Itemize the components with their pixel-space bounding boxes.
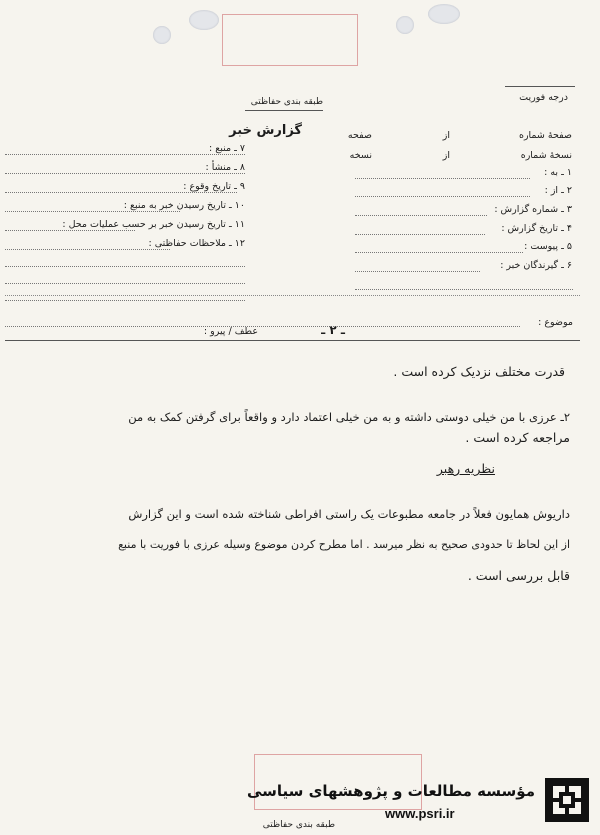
field-occurrence-date: ۹ ـ تاریخ وقوع :: [183, 181, 245, 192]
reference-line: [5, 340, 580, 341]
field-attachment: ۵ ـ پیوست :: [524, 241, 572, 252]
institute-name: مؤسسه مطالعات و پژوهشهای سیاسی: [246, 782, 535, 800]
field-line: [355, 252, 523, 253]
top-divider: [5, 295, 580, 296]
punch-hole: [396, 16, 414, 34]
field-line: [5, 211, 180, 212]
report-title: گزارش خبر: [229, 123, 302, 138]
field-security-notes: ۱۲ ـ ملاحظات حفاظتی :: [148, 238, 245, 249]
punch-hole: [153, 26, 171, 44]
field-to: ۱ ـ به :: [544, 167, 572, 178]
top-stamp: [222, 14, 358, 66]
subject-line: [5, 326, 520, 327]
classification-label: طبقه بندی حفاظتی: [250, 97, 323, 107]
urgency-label: درجه فوریت: [519, 92, 568, 103]
punch-hole: [428, 4, 460, 24]
of-label: از: [442, 150, 450, 161]
field-origin: ۸ ـ منشأ :: [205, 162, 245, 173]
website: www.psri.ir: [385, 806, 455, 821]
logo-icon: [545, 778, 589, 822]
institute-logo: [545, 778, 589, 822]
field-source: ۷ ـ منبع :: [208, 143, 245, 154]
field-report-number: ۳ ـ شماره گزارش :: [494, 204, 572, 215]
of-label: از: [442, 130, 450, 141]
field-line: [355, 289, 573, 290]
field-line: [355, 178, 530, 179]
field-line: [5, 154, 245, 155]
field-date-received-source: ۱۰ ـ تاریخ رسیدن خبر به منبع :: [123, 200, 245, 211]
body-line-3: مراجعه کرده است .: [465, 430, 570, 445]
field-line: [5, 249, 170, 250]
page-unit-label: صفحه: [347, 130, 372, 141]
field-line: [5, 173, 245, 174]
field-report-date: ۴ ـ تاریخ گزارش :: [501, 223, 572, 234]
field-recipients: ۶ ـ گیرندگان خبر :: [500, 260, 572, 271]
field-line: [5, 300, 245, 301]
body-line-2: ۲ـ عرزی با من خیلی دوستی داشته و به من خیلی اعتماد دارد و واقعاً برای گرفتن کمک به من: [128, 410, 570, 424]
page-marker: ـ ۲ ـ: [321, 323, 345, 337]
reference-label: عطف / پیرو :: [203, 326, 258, 337]
field-line: [5, 266, 245, 267]
classification-underline: [245, 110, 323, 111]
field-line: [355, 234, 485, 235]
copy-unit-label: نسخه: [349, 150, 372, 161]
field-line: [355, 196, 530, 197]
footer-classification-label: طبقه بندی حفاظتی: [262, 820, 335, 830]
page-number-label: صفحهٔ شماره: [518, 130, 572, 141]
body-line-4: داریوش همایون فعلاً در جامعه مطبوعات یک راستی افراطی شناخته شده است و این گزارش: [128, 507, 570, 521]
field-line: [5, 283, 245, 284]
field-from: ۲ ـ از :: [544, 185, 572, 196]
punch-hole: [189, 10, 219, 30]
field-line: [355, 215, 487, 216]
field-line: [5, 192, 237, 193]
field-date-received-operation: ۱۱ ـ تاریخ رسیدن خبر بر حسب عملیات محل :: [62, 219, 245, 230]
body-line-6: قابل بررسی است .: [467, 568, 570, 583]
field-line: [355, 271, 480, 272]
body-line-1: قدرت مختلف نزدیک کرده است .: [393, 364, 565, 379]
copy-number-label: نسخهٔ شماره: [520, 150, 572, 161]
field-line: [5, 230, 135, 231]
urgency-underline: [505, 86, 575, 87]
subject-label: موضوع :: [538, 317, 573, 328]
body-line-5: از این لحاظ تا حدودی صحیح به نظر میرسد . اما مطرح کردن موضوع وسیله عرزی با فوریت با منبع: [118, 538, 570, 551]
section-heading: نظریه رهبر: [436, 461, 495, 476]
